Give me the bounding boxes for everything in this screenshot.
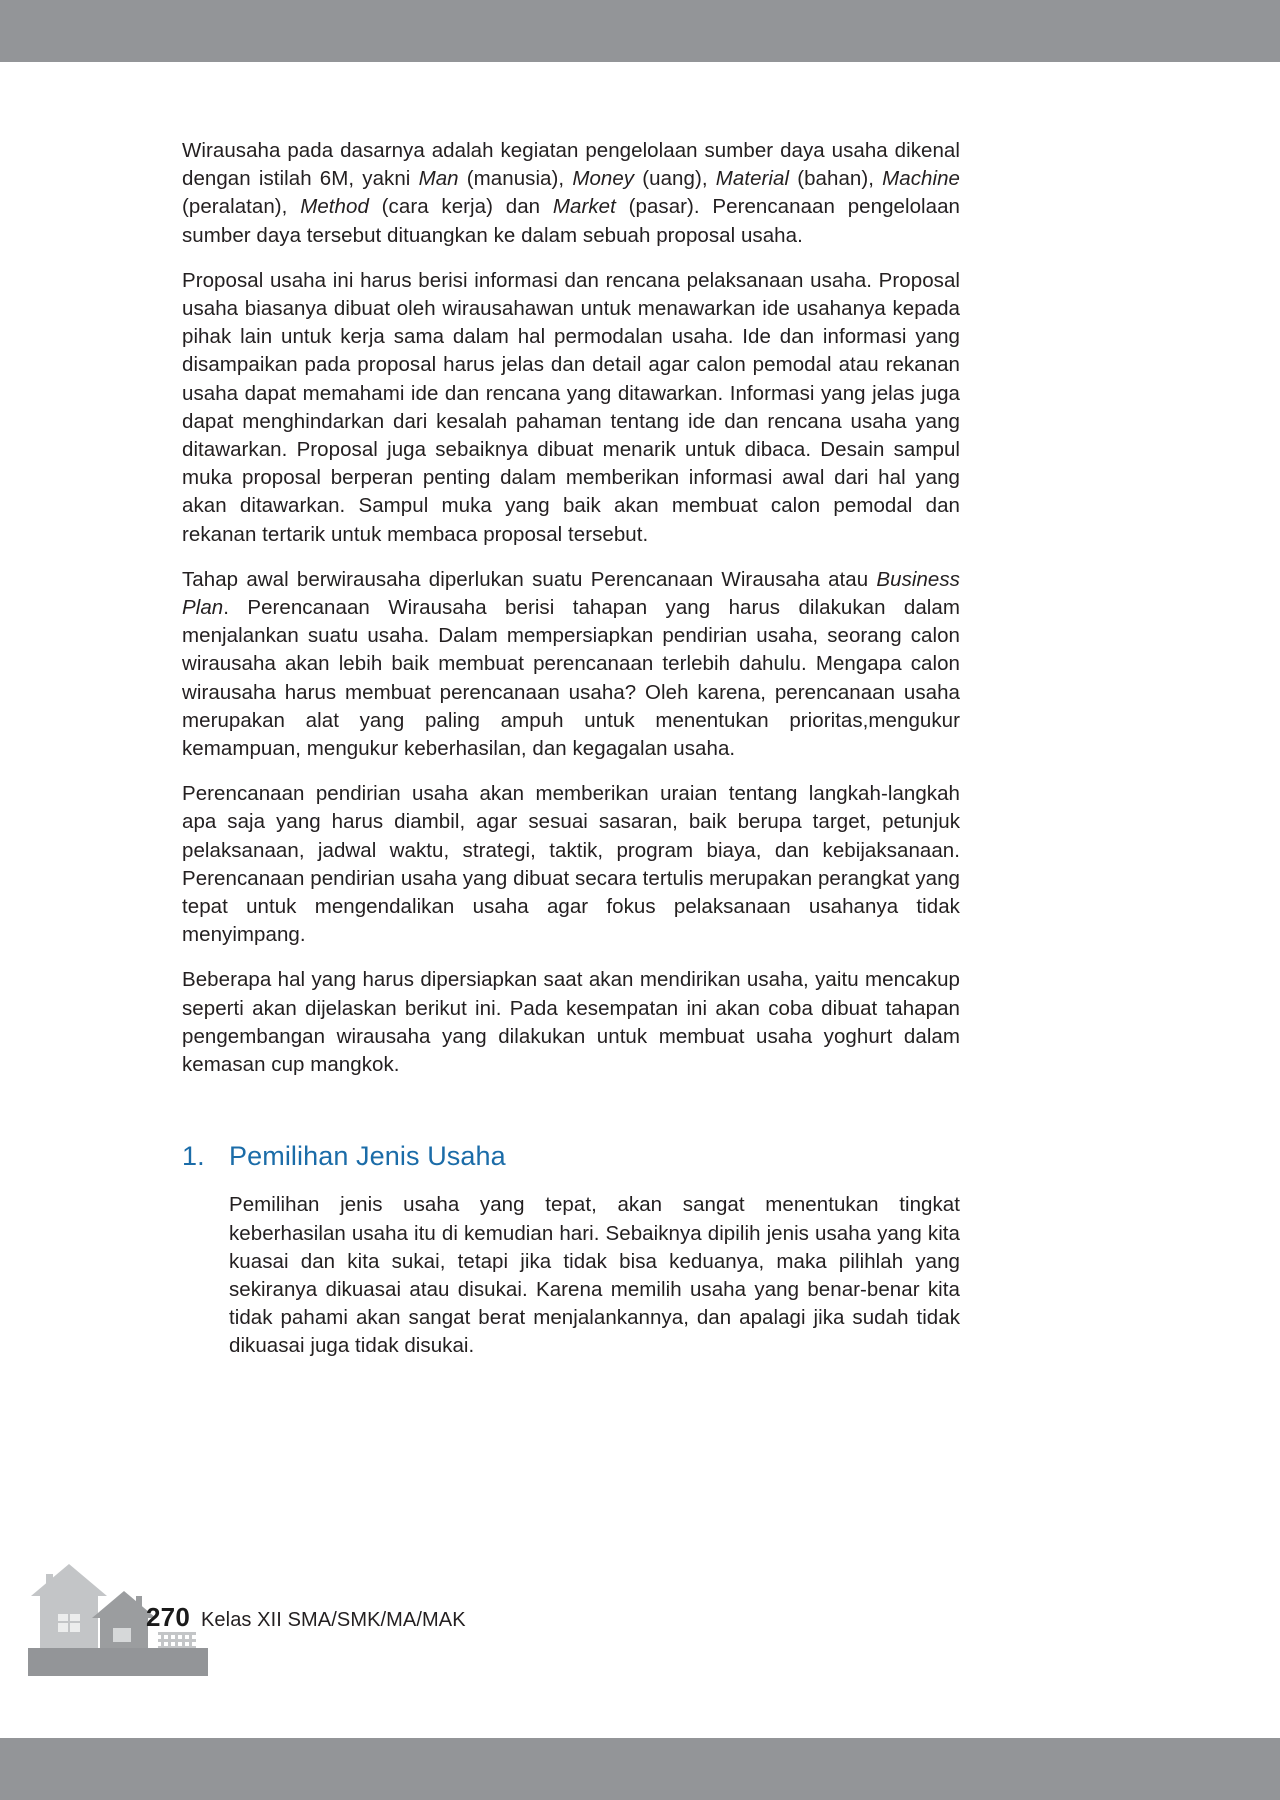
footer-text-group bbox=[146, 1602, 466, 1633]
section-number: 1. bbox=[182, 1141, 205, 1172]
italic-term: Market bbox=[552, 195, 616, 219]
italic-term: Money bbox=[572, 167, 635, 191]
paragraph-1: Wirausaha pada dasarnya adalah kegiatan pengelolaan sumber daya usaha dikenal dengan istilah 6M, yakni Man (manusia), Money (uang), Material (bahan), Machine (peralatan), Method (cara kerja) dan Market (pasar). Perencanaan pengelolaan sumber daya tersebut dituangkan ke dalam sebuah proposal usaha. bbox=[182, 139, 961, 247]
section-body bbox=[229, 1191, 960, 1360]
paragraph-5: Beberapa hal yang harus dipersiapkan saat akan mendirikan usaha, yaitu mencakup seperti akan dijelaskan berikut ini. Pada kesempatan ini akan coba dibuat tahapan pengembangan wirausaha yang dilakukan untuk membuat usaha yoghurt dalam kemasan cup mangkok. bbox=[182, 968, 960, 1077]
page-number: 270 bbox=[146, 1602, 190, 1632]
page-footer bbox=[0, 1551, 1280, 1676]
numbered-section bbox=[182, 1141, 960, 1360]
italic-term: Man bbox=[418, 167, 459, 191]
page-bottom-band bbox=[0, 1738, 1280, 1800]
italic-term: Material bbox=[715, 167, 790, 191]
paragraph-2: Proposal usaha ini harus berisi informasi dan rencana pelaksanaan usaha. Proposal usaha biasanya dibuat oleh wirausahawan untuk menawarkan ide usahanya kepada pihak lain untuk kerja sama dalam hal permodalan usaha. Ide dan informasi yang disampaikan pada proposal harus jelas dan detail agar calon pemodal atau rekanan usaha dapat memahami ide dan rencana yang ditawarkan. Informasi yang jelas juga dapat menghindarkan dari kesalah pahaman tentang ide dan rencana usaha yang ditawarkan. Proposal juga sebaiknya dibuat menarik untuk dibaca. Desain sampul muka proposal berperan penting dalam memberikan informasi awal dari hal yang akan ditawarkan. Sampul muka yang baik akan membuat calon pemodal dan rekanan tertarik untuk membaca proposal tersebut. bbox=[182, 268, 960, 546]
section-paragraph: Pemilihan jenis usaha yang tepat, akan sangat menentukan tingkat keberhasilan usaha itu di kemudian hari. Sebaiknya dipilih jenis usaha yang kita kuasai dan kita sukai, tetapi jika tidak bisa keduanya, maka pilihlah yang sekiranya dikuasai atau disukai. Karena memilih usaha yang benar-benar kita tidak pahami akan sangat berat menjalankannya, dan apalagi jika sudah tidak dikuasai juga tidak disukai. bbox=[229, 1193, 960, 1358]
section-title: Pemilihan Jenis Usaha bbox=[229, 1141, 506, 1172]
ground-strip bbox=[28, 1648, 208, 1676]
paragraph-3: Tahap awal berwirausaha diperlukan suatu Perencanaan Wirausaha atau Business Plan. Perencanaan Wirausaha berisi tahapan yang harus dilakukan dalam menjalankan suatu usaha. Dalam mempersiapkan pendirian usaha, seorang calon wirausaha akan lebih baik membuat perencanaan terlebih dahulu. Mengapa calon wirausaha harus membuat perencanaan usaha? Oleh karena, perencanaan usaha merupakan alat yang paling ampuh untuk menentukan prioritas,mengukur kemampuan, mengukur keberhasilan, dan kegagalan usaha. bbox=[182, 567, 960, 761]
footer-label: Kelas XII SMA/SMK/MA/MAK bbox=[200, 1609, 466, 1631]
page-top-band bbox=[0, 0, 1280, 62]
italic-term: Machine bbox=[882, 167, 961, 191]
italic-term: Method bbox=[300, 195, 369, 219]
house-large-icon bbox=[31, 1564, 107, 1648]
text-column bbox=[182, 137, 960, 1361]
section-heading bbox=[182, 1141, 960, 1172]
paragraph-4: Perencanaan pendirian usaha akan memberikan uraian tentang langkah-langkah apa saja yang harus diambil, agar sesuai sasaran, baik berupa target, petunjuk pelaksanaan, jadwal waktu, strategi, taktik, program biaya, dan kebijaksanaan. Perencanaan pendirian usaha yang dibuat secara tertulis merupakan perangkat yang tepat untuk mengendalikan usaha agar fokus pelaksanaan usahanya tidak menyimpang. bbox=[182, 782, 960, 947]
italic-term: Business Plan bbox=[182, 567, 960, 620]
page-canvas bbox=[0, 62, 1280, 1738]
